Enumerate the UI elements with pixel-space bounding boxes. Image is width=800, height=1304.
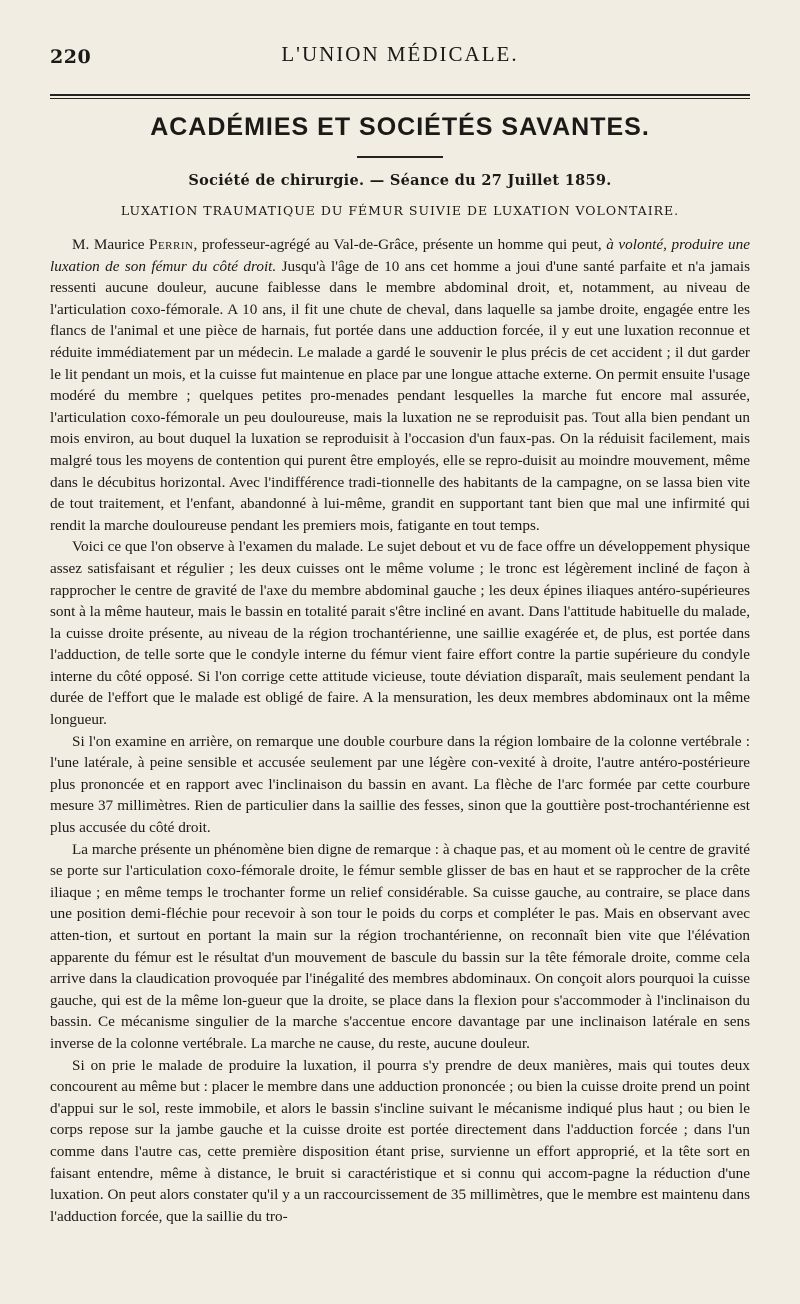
paragraph-1-part-1: , professeur-agrégé au Val-de-Grâce, présente un homme qui peut, — [193, 236, 607, 253]
journal-title: L'UNION MÉDICALE. — [281, 42, 519, 66]
section-title: ACADÉMIES ET SOCIÉTÉS SAVANTES. — [150, 113, 650, 141]
paragraph-4: La marche présente un phénomène bien digne de remarque : à chaque pas, et au moment où le centre de gravité se porte sur l'articulation coxo-fémorale droite, le fémur semble glisser de bas en haut et se rapprocher de la crête iliaque ; en même temps le trochanter forme un relief considérable. Sa cuisse gauche, au contraire, se place dans une position demi-fléchie pour recevoir à son tour le poids du corps et compléter le pas. Mais en observant avec atten-tion, et surtout en portant la main sur la région trochantérienne, on reconnaît bien vite que l'élévation apparente du fémur est le résultat d'un mouvement de bascule du bassin sur la tête fémorale droite, comme cela arrive dans la claudication provoquée par l'inégalité des membres abdominaux. On conçoit alors pourquoi la cuisse gauche, qui est de la même lon-gueur que la droite, se place dans la flexion pour s'accommoder à l'inclinaison du bassin. Ce mécanisme singulier de la marche s'accentue encore davantage par une inclinaison latérale en sens inverse de la colonne vertébrale. La marche ne cause, du reste, aucune douleur. — [50, 840, 750, 1052]
article-body — [50, 234, 750, 1227]
paragraph-3: Si l'on examine en arrière, on remarque une double courbure dans la région lombaire de la colonne vertébrale : l'une latérale, à peine sensible et accusée seulement par une légère con-vexité à droite, l'autre antéro-postérieure plus prononcée et en rapport avec l'inclinaison du bassin en avant. La flèche de l'arc formée par cette courbure mesure 37 millimètres. Rien de particulier dans la saillie des fesses, sinon que la gouttière post-trochantérienne est plus accusée du côté droit. — [50, 732, 750, 837]
paragraph-2: Voici ce que l'on observe à l'examen du malade. Le sujet debout et vu de face offre un développement physique assez satisfaisant et régulier ; les deux cuisses ont le même volume ; le tronc est légèrement incliné de façon à rapprocher le centre de gravité de l'axe du membre abdominal gauche ; les deux épines iliaques antéro-supérieures sont à la même hauteur, mais le bassin en totalité parait s'être incliné en avant. Dans l'attitude habituelle du malade, la cuisse droite présente, au niveau de la région trochantérienne, une saillie exagérée et, de plus, est portée dans l'adduction, de telle sorte que le condyle interne du fémur vient faire effort contre la partie supérieure du condyle interne du côté opposé. Si l'on corrige cette attitude vicieuse, toute déviation disparaît, mais seulement pendant la durée de l'effort que le malade est obligé de faire. A la mensuration, les deux membres abdominaux ont la même longueur. — [50, 538, 750, 729]
paragraph-5: Si on prie le malade de produire la luxation, il pourra s'y prendre de deux manières, mais qui toutes deux concourent au même but : placer le membre dans une adduction prononcée ; ou bien la cuisse droite prend un point d'appui sur le sol, reste immobile, et alors le bassin s'incline suivant le mécanisme indiqué plus haut ; ou bien le corps repose sur la jambe gauche et la cuisse droite est portée directement dans l'adduction forcée ; dans l'un comme dans l'autre cas, cette première disposition étant prise, survienne un effort approprié, et la tête sort en faisant entendre, même à distance, le bruit si caractéristique et si connu qui accom-pagne la réduction d'une luxation. On peut alors constater qu'il y a un raccourcissement de 35 millimètres, que le membre est maintenu dans l'adduction forcée, que la saillie du tro- — [50, 1056, 750, 1225]
society-session-line: Société de chirurgie. — Séance du 27 Juillet 1859. — [188, 172, 612, 189]
paragraph-1-part-2: Jusqu'à l'âge de 10 ans cet homme a joui d'une santé parfaite et n'a jamais ressenti aucune douleur, aucune faiblesse dans le membre abdominal droit, et, notamment, au niveau de l'articulation coxo-fémorale. A 10 ans, il fit une chute de cheval, dans laquelle sa jambe droite, engagée entre les flancs de l'animal et une pièce de harnais, fut portée dans une adduction forcée, il y eut une luxation reconnue et réduite immédiatement par un médecin. Le malade a gardé le souvenir le plus précis de cet accident ; il dut garder le lit pendant un mois, et la cuisse fut maintenue en place par une longue attache externe. On permit ensuite l'usage modéré du membre ; quelques petites pro-menades pendant lesquelles la marche fut encore mal assurée, l'articulation coxo-fémorale un peu douloureuse, mais la luxation ne se reproduisit pas. Tout alla bien pendant un mois environ, au bout duquel la luxation se reproduisit à l'occasion d'un faux-pas. On la réduisit facilement, mais malgré tous les moyens de contention qui purent être employés, elle se repro-duisit au moindre mouvement, même dans le décubitus horizontal. Avec l'indifférence tradi-tionnelle des habitants de la campagne, on se lassa bien vite de tout traitement, et l'enfant, abandonné à lui-même, grandit en supportant tant bien que mal une infirmité qui rendit la marche douloureuse pendant les premiers mois, fatigante en tout temps. — [50, 257, 750, 534]
header-rule — [50, 94, 750, 99]
author-prefix: M. Maurice — [72, 236, 150, 253]
paragraph-1 — [50, 234, 750, 536]
page-number: 220 — [50, 46, 92, 68]
paragraph-1-italic: à volonté, produire une luxation de son fémur du côté droit. — [50, 236, 750, 275]
article-title: LUXATION TRAUMATIQUE DU FÉMUR SUIVIE DE LUXATION VOLONTAIRE. — [120, 203, 680, 218]
author-name: Perrin — [149, 236, 194, 253]
title-divider — [357, 156, 443, 158]
running-head — [50, 0, 750, 82]
